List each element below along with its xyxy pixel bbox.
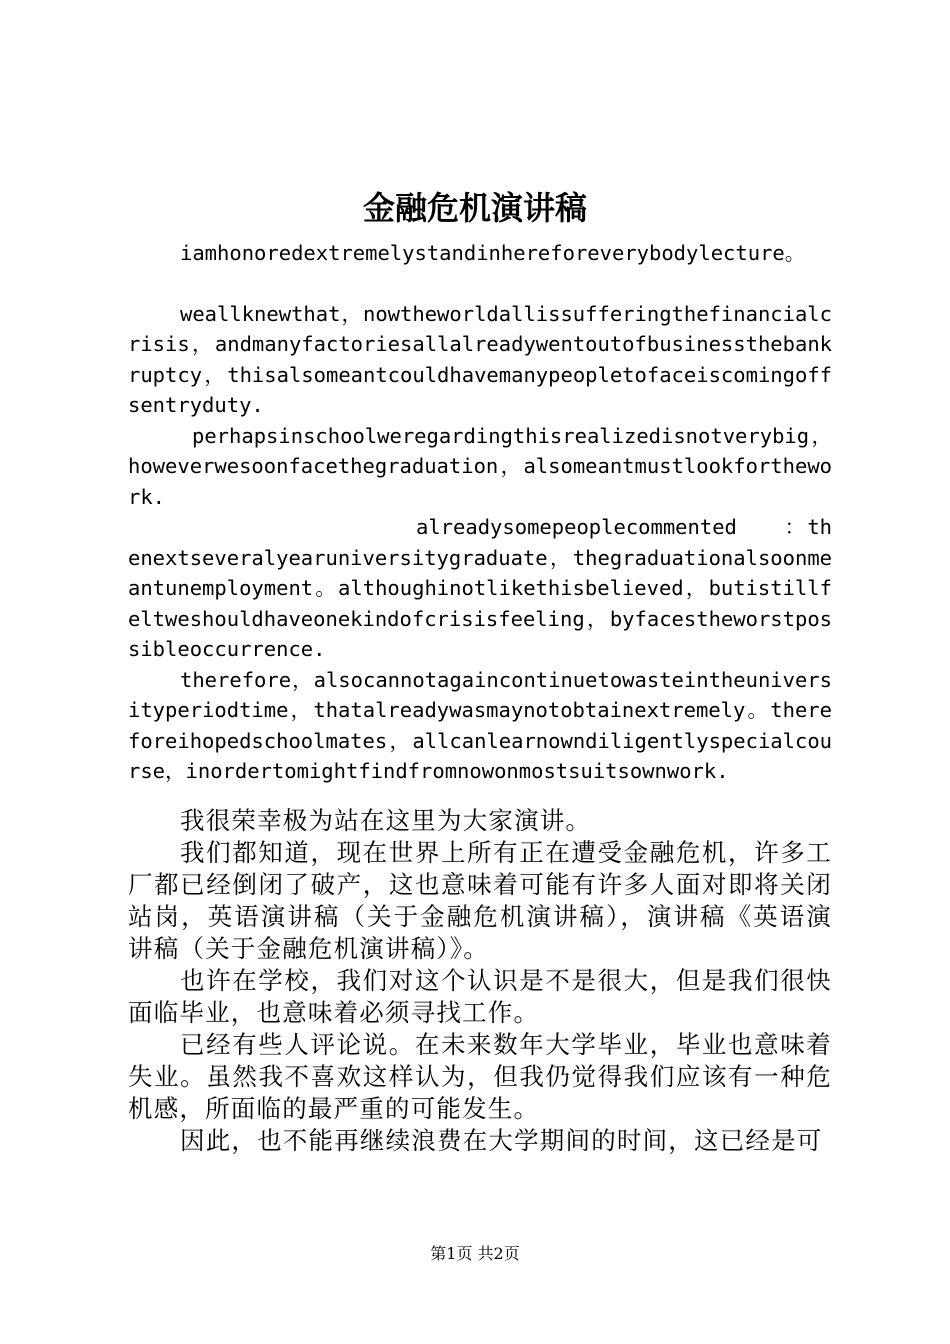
chinese-paragraph: 也许在学校，我们对这个认识是不是很大，但是我们很快面临毕业，也意味着必须寻找工作。 — [128, 965, 832, 1027]
chinese-paragraph: 我很荣幸极为站在这里为大家演讲。 — [180, 805, 592, 835]
chinese-paragraph: 已经有些人评论说。在未来数年大学毕业，毕业也意味着失业。虽然我不喜欢这样认为，但我仍觉得我们应该有一种危机感，所面临的最严重的可能发生。 — [128, 1029, 832, 1123]
english-paragraph: iamhonoredextremelystandinhereforeverybodylecture。 — [180, 241, 806, 265]
page-footer: 第1页 共2页 — [430, 1244, 520, 1263]
english-paragraph: therefore，alsocannotagaincontinuetowasteintheuniversityperiodtime，thatalreadywasmaynotobtainextremely。thereforeihopedschoolmates，allcanlearnowndiligentlyspecialcourse，inordertomightfindfromnowonmostsuitsownwork. — [128, 667, 832, 783]
english-paragraph: perhapsinschoolweregardingthisrealizedisnotverybig，howeverwesoonfacethegraduation，alsomeantmustlookforthework. — [128, 423, 832, 509]
chinese-paragraph: 因此，也不能再继续浪费在大学期间的时间，这已经是可 — [180, 1125, 823, 1155]
chinese-paragraph: 我们都知道，现在世界上所有正在遭受金融危机，许多工厂都已经倒闭了破产，这也意味着可能有许多人面对即将关闭站岗，英语演讲稿（关于金融危机演讲稿），演讲稿《英语演讲稿（关于金融危机演讲稿）》。 — [128, 837, 832, 963]
english-paragraph: alreadysomepeoplecommented ：thenextseveralyearuniversitygraduate，thegraduationalsoonmeantunemployment。althoughinotlikethisbelieved，butistillfeltweshouldhaveonekindofcrisisfeeling，byfacestheworstpossibleoccurrence. — [128, 515, 832, 661]
english-paragraph: weallknewthat，nowtheworldallissufferingthefinancialcrisis，andmanyfactoriesallalreadywentoutofbusinessthebankruptcy，thisalsomeantcouldhavemanypeopletofaceiscomingoffsentryduty. — [128, 301, 832, 417]
document-title: 金融危机演讲稿 — [362, 189, 587, 227]
document-body — [128, 238, 832, 1157]
